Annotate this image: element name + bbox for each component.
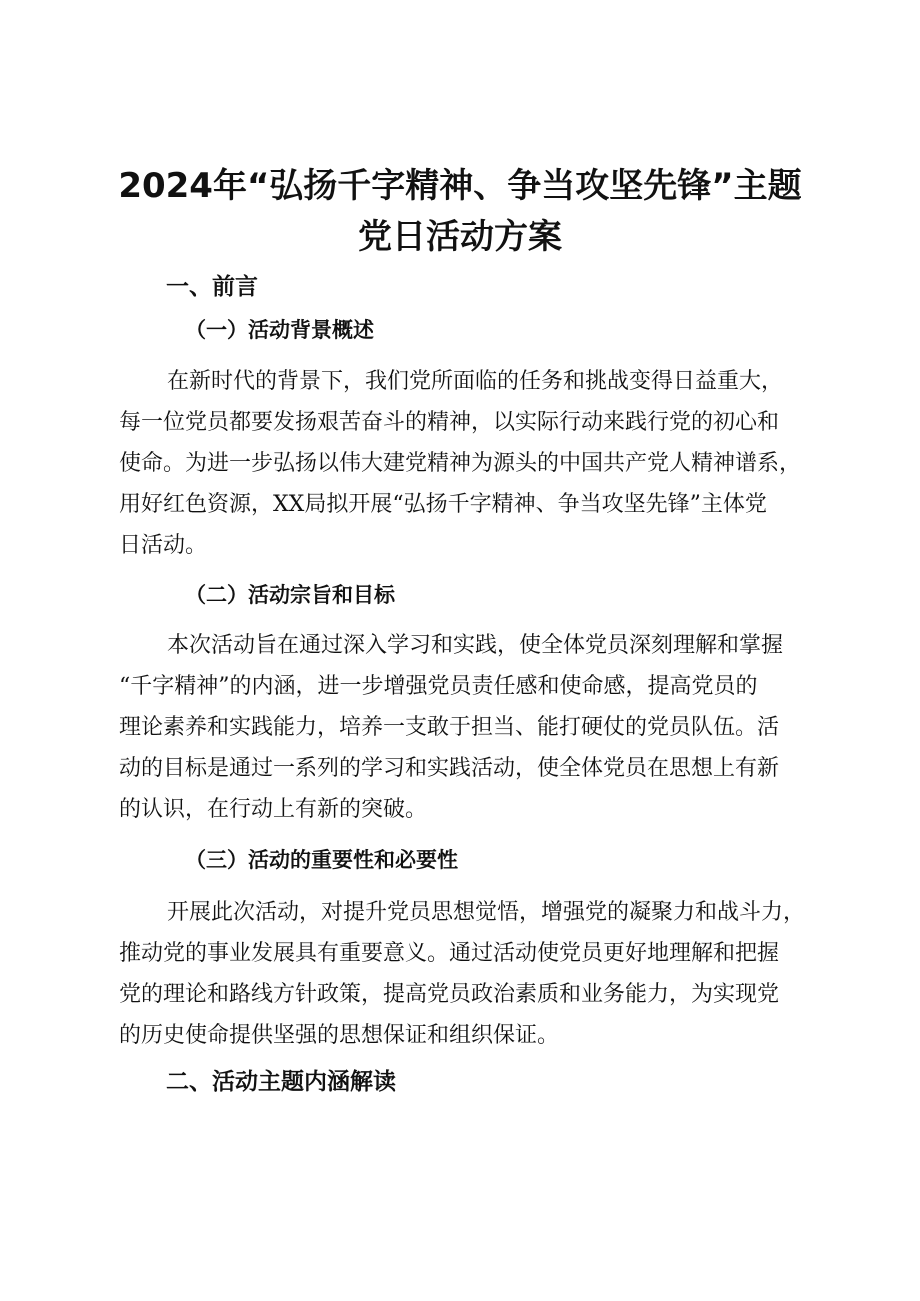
paragraph-line: 使命。为进一步弘扬以伟大建党精神为源头的中国共产党人精神谱系， [119, 451, 802, 476]
paragraph-line: 开展此次活动，对提升党员思想觉悟，增强党的凝聚力和战斗力， [167, 900, 806, 925]
paragraph-line: 每一位党员都要发扬艰苦奋斗的精神，以实际行动来践行党的初心和 [119, 410, 780, 435]
document-title-line1: 2024年“弘扬千字精神、争当攻坚先锋”主题 [118, 166, 802, 206]
section1-sub2-heading: （二）活动宗旨和目标 [185, 582, 395, 607]
section1-sub2-paragraph [119, 625, 819, 830]
paragraph-line: 党的理论和路线方针政策，提高党员政治素质和业务能力，为实现党 [119, 982, 780, 1007]
paragraph-line: 推动党的事业发展具有重要意义。通过活动使党员更好地理解和把握 [119, 941, 780, 966]
paragraph-line: “千字精神”的内涵，进一步增强党员责任感和使命感，提高党员的 [119, 674, 758, 699]
section1-sub1-heading: （一）活动背景概述 [185, 317, 374, 342]
section1-sub3-paragraph [119, 892, 819, 1056]
paragraph-line: 理论素养和实践能力，培养一支敢于担当、能打硬仗的党员队伍。活 [119, 715, 780, 740]
section1-sub1-paragraph [119, 361, 819, 566]
paragraph-line: 的认识，在行动上有新的突破。 [119, 797, 428, 822]
paragraph-line: 用好红色资源，XX局拟开展“弘扬千字精神、争当攻坚先锋”主体党 [119, 492, 767, 517]
paragraph-line: 在新时代的背景下，我们党所面临的任务和挑战变得日益重大， [167, 369, 784, 394]
paragraph-line: 本次活动旨在通过深入学习和实践，使全体党员深刻理解和掌握 [167, 633, 784, 658]
document-title-line2: 党日活动方案 [358, 217, 562, 257]
paragraph-line: 日活动。 [119, 533, 208, 558]
section1-sub3-heading: （三）活动的重要性和必要性 [185, 847, 458, 872]
paragraph-line: 动的目标是通过一系列的学习和实践活动，使全体党员在思想上有新 [119, 756, 780, 781]
paragraph-line: 的历史使命提供坚强的思想保证和组织保证。 [119, 1023, 560, 1048]
section2-heading: 二、活动主题内涵解读 [166, 1069, 396, 1095]
section1-heading: 一、前言 [166, 274, 258, 300]
